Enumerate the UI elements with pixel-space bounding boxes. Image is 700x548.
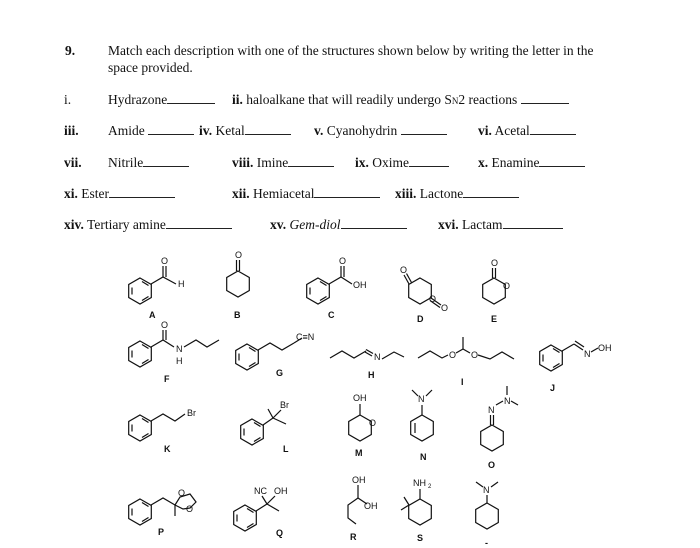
- structure-R: [348, 475, 378, 542]
- atom-label: N: [176, 344, 183, 354]
- structure-label-S: S: [417, 533, 424, 543]
- structure-label-B: B: [234, 310, 241, 320]
- item-number: xvi.: [438, 217, 459, 232]
- item-label: Gem-diol: [289, 217, 341, 232]
- structure-S: [401, 478, 432, 543]
- atom-label: O: [471, 350, 479, 360]
- structure-label-K: K: [164, 444, 171, 454]
- item-label: Nitrile: [108, 155, 144, 170]
- structure-Q: [234, 486, 288, 538]
- structure-label-G: G: [276, 368, 284, 378]
- atom-label: O: [186, 504, 194, 514]
- structure-M: [349, 393, 376, 458]
- structure-label-C: C: [328, 310, 335, 320]
- structure-label-Q: Q: [276, 528, 284, 538]
- structure-label-M: M: [355, 448, 363, 458]
- atom-label: Br: [187, 408, 196, 418]
- structure-label-L: L: [283, 444, 289, 454]
- structure-N: [411, 390, 434, 462]
- atom-subscript: 2: [428, 484, 432, 490]
- item-number: i.: [64, 92, 72, 107]
- item-number: xiii.: [395, 186, 417, 201]
- structure-I: [418, 337, 514, 387]
- structure-A: [129, 256, 185, 320]
- atom-label: C≡N: [296, 332, 315, 342]
- structure-F: [129, 320, 219, 384]
- item-number: vii.: [64, 155, 82, 170]
- item-label-suffix: 2 reactions: [458, 92, 518, 107]
- structure-C: [307, 256, 367, 320]
- atom-label: O: [441, 303, 449, 313]
- atom-label: O: [369, 418, 377, 428]
- atom-label: OH: [352, 475, 366, 485]
- item-label: Ketal: [215, 123, 245, 138]
- structure-label-F: F: [164, 374, 170, 384]
- atom-label: OH: [274, 486, 288, 496]
- item-label: Cyanohydrin: [326, 123, 398, 138]
- item-number: v.: [314, 123, 324, 138]
- atom-label: N: [483, 485, 490, 495]
- structure-D: [400, 265, 448, 324]
- atom-label: N: [584, 349, 591, 359]
- item-subscript: N: [451, 96, 459, 106]
- item-number: iii.: [64, 123, 79, 138]
- atom-label: O: [429, 294, 437, 304]
- structure-label-J: J: [550, 383, 556, 393]
- structure-E: [483, 258, 510, 324]
- item-number: xv.: [270, 217, 287, 232]
- item-number: ii.: [232, 92, 243, 107]
- item-number: xiv.: [64, 217, 84, 232]
- atom-label: OH: [364, 501, 378, 511]
- atom-label: O: [161, 256, 169, 266]
- structure-P: [129, 488, 196, 537]
- item-number: x.: [478, 155, 489, 170]
- atom-label: O: [178, 488, 186, 498]
- atom-label: OH: [353, 280, 367, 290]
- structure-H: [330, 350, 404, 381]
- atom-label: NC: [254, 486, 267, 496]
- structure-B: [227, 250, 250, 320]
- structure-label-T: -: [485, 538, 488, 548]
- item-number: xi.: [64, 186, 78, 201]
- question-number: 9.: [65, 43, 76, 58]
- atom-label: NH: [413, 478, 426, 488]
- structure-label-A: A: [149, 310, 156, 320]
- atom-label: O: [339, 256, 347, 266]
- atom-label: Br: [280, 400, 289, 410]
- item-label: Tertiary amine: [87, 217, 166, 232]
- structure-label-D: D: [417, 314, 424, 324]
- structure-label-P: P: [158, 527, 165, 537]
- structure-label-H: H: [368, 370, 375, 380]
- atom-label: N: [488, 405, 495, 415]
- item-label: Lactam: [462, 217, 503, 232]
- item-label: Imine: [256, 155, 289, 170]
- structure-label-O: O: [488, 460, 496, 470]
- atom-label: H: [178, 279, 185, 289]
- structure-label-N: N: [420, 452, 427, 462]
- item-label: haloalkane that will readily undergo S: [246, 92, 452, 107]
- structure-label-E: E: [491, 314, 498, 324]
- question-text-line2: space provided.: [108, 60, 193, 75]
- item-label: Hydrazone: [108, 92, 168, 107]
- structure-L: [241, 400, 289, 454]
- item-number: viii.: [232, 155, 254, 170]
- atom-label: O: [235, 250, 243, 260]
- item-label: Oxime: [372, 155, 410, 170]
- atom-label: O: [161, 320, 169, 330]
- structure-label-I: I: [461, 377, 464, 387]
- atom-label: O: [503, 281, 511, 291]
- question-text-line1: Match each description with one of the structures shown below by writing the letter in the: [108, 43, 594, 58]
- item-label: Enamine: [491, 155, 540, 170]
- atom-label: H: [176, 356, 183, 366]
- atom-label: N: [374, 352, 381, 362]
- item-number: xii.: [232, 186, 250, 201]
- atom-label: N: [418, 394, 425, 404]
- item-label: Hemiacetal: [253, 186, 315, 201]
- item-number: iv.: [199, 123, 213, 138]
- structure-J: [540, 341, 612, 393]
- item-label: Lactone: [419, 186, 464, 201]
- item-number: vi.: [478, 123, 492, 138]
- structure-T: [476, 482, 499, 548]
- structure-G: [236, 332, 315, 378]
- item-label: Acetal: [494, 123, 530, 138]
- structure-K: [129, 408, 196, 454]
- item-label: Amide: [108, 123, 145, 138]
- atom-label: O: [400, 265, 408, 275]
- atom-label: O: [449, 350, 457, 360]
- item-label: Ester: [81, 186, 110, 201]
- atom-label: OH: [353, 393, 367, 403]
- atom-label: OH: [598, 343, 612, 353]
- structure-label-R: R: [350, 532, 357, 542]
- atom-label: O: [491, 258, 499, 268]
- atom-label: N: [504, 396, 511, 406]
- item-number: ix.: [355, 155, 369, 170]
- structure-O: [481, 386, 518, 470]
